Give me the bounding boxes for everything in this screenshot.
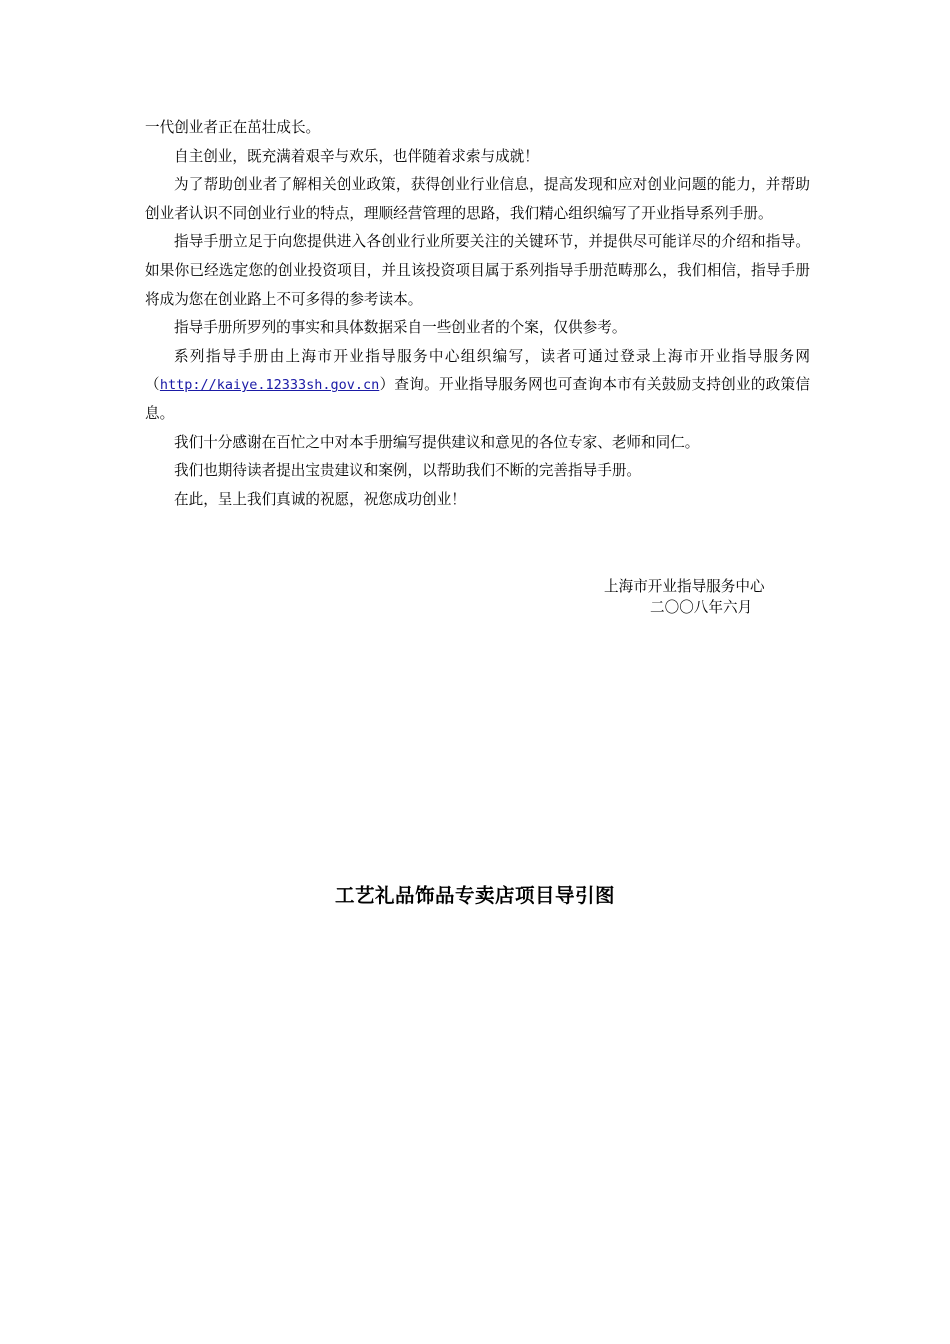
paragraph-feedback: 我们也期待读者提出宝贵建议和案例，以帮助我们不断的完善指导手册。 — [174, 462, 642, 480]
paragraph-website — [145, 343, 810, 429]
paragraph-wishes: 在此，呈上我们真诚的祝愿，祝您成功创业！ — [174, 490, 466, 508]
paragraph-self-employment: 自主创业，既充满着艰辛与欢乐，也伴随着求索与成就！ — [174, 147, 539, 165]
preface-body — [145, 114, 810, 514]
paragraph-continuation: 一代创业者正在茁壮成长。 — [145, 119, 321, 136]
website-link[interactable]: http://kaiye.12333sh.gov.cn — [159, 377, 380, 394]
paragraph-guide-scope: 指导手册立足于向您提供进入各创业行业所要关注的关键环节，并提供尽可能详尽的介绍和指导。如果你已经选定您的创业投资项目，并且该投资项目属于系列指导手册范畴那么，我们相信，指导手册将成为您在创业路上不可多得的参考读本。 — [145, 233, 810, 308]
paragraph-disclaimer: 指导手册所罗列的事实和具体数据采自一些创业者的个案，仅供参考。 — [174, 319, 627, 337]
signature-date: 二〇〇八年六月 — [650, 599, 753, 616]
website-text-before: 系列指导手册由上海市开业指导服务中心组织编写，读者可通过登录上海市开业指导服务网（ — [145, 347, 810, 394]
signature-org: 上海市开业指导服务中心 — [604, 578, 765, 595]
paragraph-thanks: 我们十分感谢在百忙之中对本手册编写提供建议和意见的各位专家、老师和同仁。 — [174, 433, 700, 451]
signature-block — [600, 576, 800, 618]
paragraph-purpose: 为了帮助创业者了解相关创业政策，获得创业行业信息，提高发现和应对创业问题的能力，并帮助创业者认识不同创业行业的特点，理顺经营管理的思路，我们精心组织编写了开业指导系列手册。 — [145, 176, 810, 222]
website-text-after: ）查询。开业指导服务网也可查询本市有关鼓励支持创业的政策信息。 — [145, 376, 810, 422]
section-heading: 工艺礼品饰品专卖店项目导引图 — [334, 884, 615, 907]
